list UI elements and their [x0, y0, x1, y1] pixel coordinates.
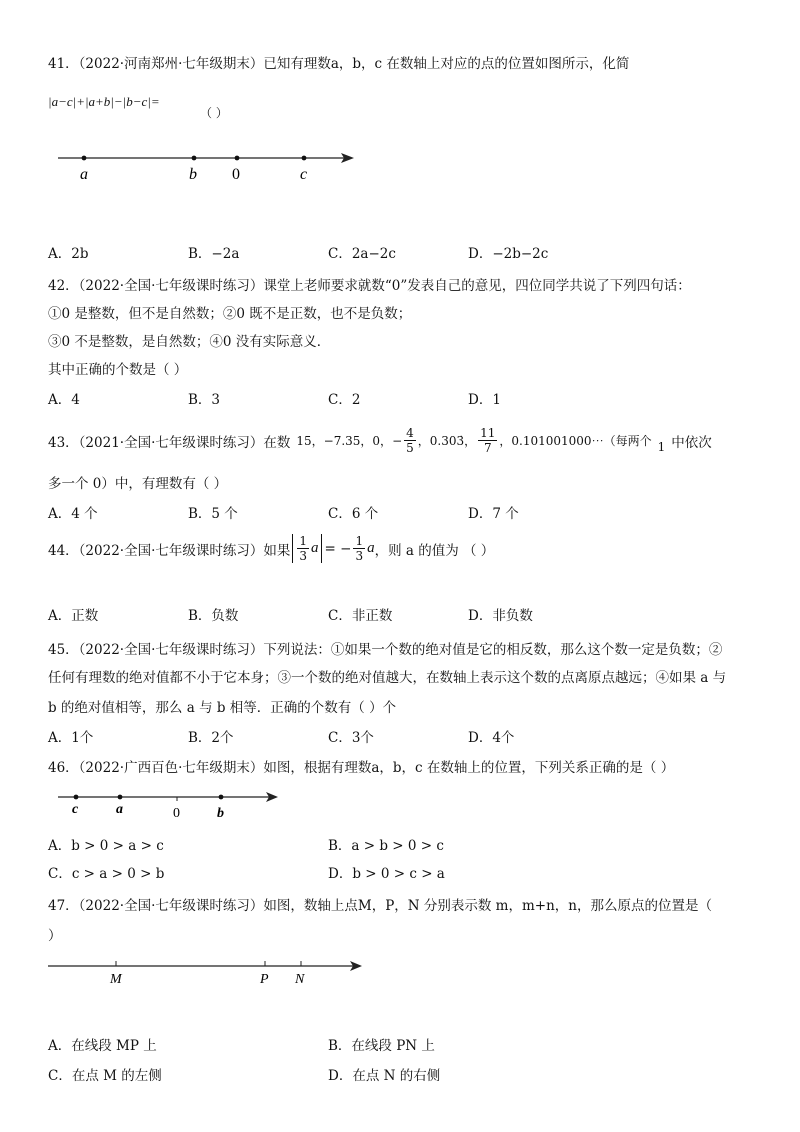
q46-point-c: [74, 795, 79, 800]
q45-option-d[interactable]: D．4个: [468, 730, 515, 746]
q43-option-c[interactable]: C．6 个: [328, 506, 379, 522]
q43-fraction-sign: −: [392, 433, 403, 448]
q43-numbers-3: ，0.101001000⋯（每两个: [499, 434, 652, 448]
q46-label-0: 0: [173, 806, 180, 821]
q41-label-0: 0: [232, 166, 240, 183]
q43-digit-1: 1: [657, 439, 666, 454]
q44-rhs-fraction: $\frac{1}{3}$: [355, 534, 364, 563]
q41-label-b: b: [189, 166, 197, 183]
q44-absolute-value: $\frac{1}{3}$ a: [292, 534, 321, 563]
q44-option-b[interactable]: B．负数: [188, 608, 239, 624]
q41-point-b: [192, 156, 197, 161]
q43-option-d[interactable]: D．7 个: [468, 506, 519, 522]
q47-label-n: N: [295, 972, 305, 987]
q41-point-0: [235, 156, 240, 161]
q46-option-d[interactable]: D．b > 0 > c > a: [328, 866, 445, 882]
q43-fraction-11-7: $\frac{11}{7}$: [480, 426, 496, 455]
q41-expression: |a−c|+|a+b|−|b−c|=: [48, 94, 160, 109]
q42-question: 其中正确的个数是（ ）: [48, 362, 188, 378]
q44-option-a[interactable]: A．正数: [48, 608, 99, 624]
q44-option-d[interactable]: D．非负数: [468, 608, 533, 624]
q47-label-m: M: [110, 972, 122, 987]
q47-option-c[interactable]: C．在点 M 的左侧: [48, 1068, 162, 1084]
q43-prefix: 43．（2021·全国·七年级课时练习）在数: [48, 434, 291, 451]
q42-option-a[interactable]: A．4: [48, 392, 80, 408]
q47-number-line: [46, 956, 366, 992]
q46-label-c: c: [72, 802, 79, 817]
q44-prefix: 44．（2022·全国·七年级课时练习）如果: [48, 542, 291, 559]
q45-stem-line-3: b 的绝对值相等，那么 a 与 b 相等．正确的个数有（ ）个: [48, 700, 397, 716]
q45-stem-line-2: 任何有理数的绝对值都不小于它本身；③一个数的绝对值越大，在数轴上表示这个数的点离原点越远；④如果 a 与: [48, 670, 727, 686]
q42-statement-1-2: ①0 是整数，但不是自然数；②0 既不是正数，也不是负数；: [48, 306, 412, 322]
q41-stem: 41．（2022·河南郑州·七年级期末）已知有理数a，b，c 在数轴上对应的点的位置如图所示，化简: [48, 56, 630, 72]
q43-stem: [48, 426, 712, 455]
q46-label-a: a: [116, 802, 123, 817]
q42-option-b[interactable]: B．3: [188, 392, 221, 408]
q46-point-b: [219, 795, 224, 800]
q41-label-c: c: [300, 166, 308, 183]
q45-option-a[interactable]: A．1个: [48, 730, 94, 746]
q47-stem-line-1: 47．（2022·全国·七年级课时练习）如图，数轴上点M，P，N 分别表示数 m，m+n，n，那么原点的位置是（: [48, 898, 712, 914]
q43-option-a[interactable]: A．4 个: [48, 506, 98, 522]
q44-option-c[interactable]: C．非正数: [328, 608, 393, 624]
q44-stem: [48, 534, 494, 563]
q46-option-a[interactable]: A．b > 0 > a > c: [48, 838, 164, 854]
q41-number-line: [56, 145, 366, 185]
q41-answer-paren: （ ）: [200, 106, 228, 120]
q47-option-d[interactable]: D．在点 N 的右侧: [328, 1068, 441, 1084]
q41-point-a: [82, 156, 87, 161]
q45-option-b[interactable]: B．2个: [188, 730, 234, 746]
q47-label-p: P: [260, 972, 269, 987]
q42-option-c[interactable]: C．2: [328, 392, 361, 408]
q44-equals: = −: [324, 540, 352, 557]
q41-option-a[interactable]: A．2b: [48, 246, 89, 262]
q43-fraction-4-5: $\frac{4}{5}$: [406, 426, 414, 455]
q41-option-c[interactable]: C．2a−2c: [328, 246, 396, 262]
q47-option-a[interactable]: A．在线段 MP 上: [48, 1038, 157, 1054]
q46-option-c[interactable]: C．c > a > 0 > b: [48, 866, 165, 882]
q42-option-d[interactable]: D．1: [468, 392, 501, 408]
q47-stem-line-2: ）: [48, 928, 62, 944]
q41-label-a: a: [80, 166, 88, 183]
q44-rhs-var: a: [367, 540, 375, 556]
q44-suffix: ，则 a 的值为 （ ）: [374, 542, 495, 559]
q43-numbers-1: 15，−7.35，0，: [296, 434, 393, 448]
q46-label-b: b: [217, 806, 224, 821]
q47-option-b[interactable]: B．在线段 PN 上: [328, 1038, 435, 1054]
q46-point-a: [118, 795, 123, 800]
q41-option-d[interactable]: D．−2b−2c: [468, 246, 549, 262]
q43-stem-line-2: 多一个 0）中，有理数有（ ）: [48, 476, 228, 492]
q42-statement-3-4: ③0 不是整数，是自然数；④0 没有实际意义．: [48, 334, 331, 350]
q46-number-line: [56, 787, 286, 823]
q46-stem: 46．（2022·广西百色·七年级期末）如图，根据有理数a，b，c 在数轴上的位置，下列关系正确的是（ ）: [48, 760, 675, 776]
q43-numbers-2: ，0.303̇，: [417, 434, 477, 448]
q45-option-c[interactable]: C．3个: [328, 730, 374, 746]
q45-stem-line-1: 45．（2022·全国·七年级课时练习）下列说法：①如果一个数的绝对值是它的相反数，那么这个数一定是负数；②: [48, 642, 723, 658]
q41-option-b[interactable]: B．−2a: [188, 246, 240, 262]
q46-option-b[interactable]: B．a > b > 0 > c: [328, 838, 444, 854]
q41-point-c: [302, 156, 307, 161]
q43-option-b[interactable]: B．5 个: [188, 506, 238, 522]
q42-stem: 42．（2022·全国·七年级课时练习）课堂上老师要求就数“0”发表自己的意见，四位同学共说了下列四句话：: [48, 278, 691, 294]
q43-numbers-suffix: 中依次: [671, 434, 712, 451]
